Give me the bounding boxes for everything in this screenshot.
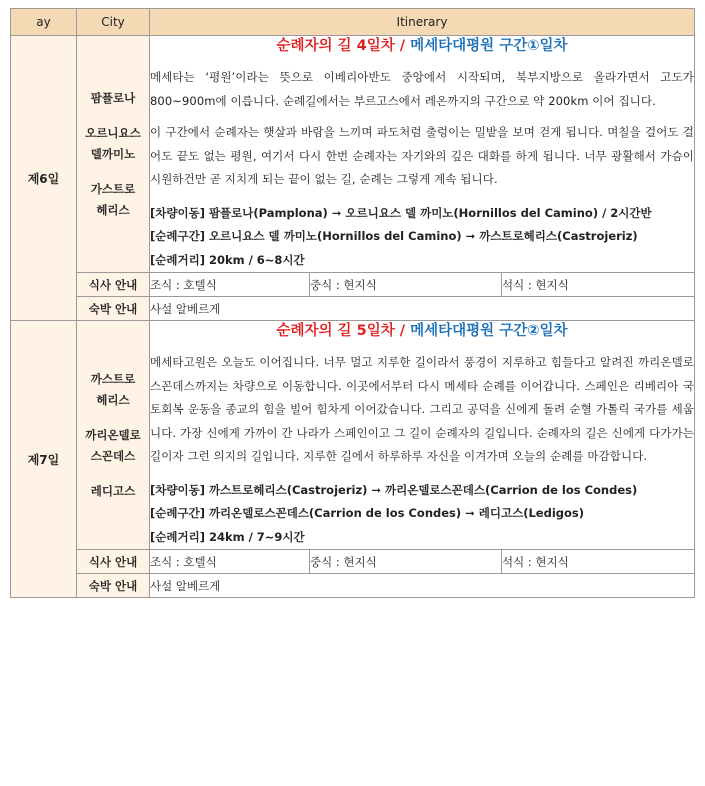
day6-content [150, 36, 695, 273]
day7-main-row [11, 321, 695, 550]
day6-title-sub: 메세타대평원 구간①일차 [410, 38, 568, 54]
day6-stay: 사설 알베르게 [150, 297, 695, 321]
day6-city-2: 오르니요스 [85, 125, 141, 140]
day7-city-2: 헤리스 [96, 392, 130, 407]
day7-distance: [순례거리] 24km / 7~9시간 [150, 529, 305, 544]
day6-transport: [차량이동] 팜플로나(Pamplona) ➞ 오르니요스 델 까미노(Hornillos del Camino) / 2시간반 [150, 205, 652, 220]
day7-title-main: 순례자의 길 5일차 / [276, 323, 411, 339]
day7-title-sub: 메세타대평원 구간②일차 [410, 323, 568, 339]
day7-content [150, 321, 695, 550]
day6-city-1: 팜플로나 [90, 90, 136, 105]
day7-stay-row [11, 574, 695, 598]
header-city: City [77, 9, 150, 36]
day6-city-3: 델까미노 [90, 146, 136, 161]
day7-city-4: 스꼰데스 [90, 448, 136, 463]
day6-distance: [순례거리] 20km / 6~8시간 [150, 252, 305, 267]
header-row [11, 9, 695, 36]
day7-dinner: 석식 : 현지식 [502, 550, 695, 574]
day7-city-5: 레디고스 [90, 483, 136, 498]
day7-meal-label: 식사 안내 [77, 550, 150, 574]
day7-title [150, 321, 694, 341]
day6-stay-row [11, 297, 695, 321]
day6-meal-label: 식사 안내 [77, 273, 150, 297]
day7-stay: 사설 알베르게 [150, 574, 695, 598]
day7-transport: [차량이동] 까스트로헤리스(Castrojeriz) ➞ 까리온델로스꼰데스(Carrion de los Condes) [150, 482, 638, 497]
day7-label: 제7일 [11, 321, 77, 598]
day6-stay-label: 숙박 안내 [77, 297, 150, 321]
day6-title [150, 36, 694, 56]
day6-title-main: 순례자의 길 4일차 / [276, 38, 411, 54]
day6-paragraph-1: 메세타는 ‘평원’이라는 뜻으로 이베리아반도 중앙에서 시작되며, 북부지방으로 올라가면서 고도가 800~900m에 이릅니다. 순례길에서는 부르고스에서 레온까지의 구간으로 약 200km 이어 집니다. [150, 70, 694, 108]
itinerary-container [10, 8, 695, 598]
day6-section: [순례구간] 오르니요스 델 까미노(Hornillos del Camino) ➞ 까스트로헤리스(Castrojeriz) [150, 229, 638, 243]
day6-breakfast: 조식 : 호텔식 [150, 273, 310, 297]
day6-lunch: 중식 : 현지식 [310, 273, 502, 297]
day6-cities [77, 36, 150, 273]
day7-stay-label: 숙박 안내 [77, 574, 150, 598]
day6-label: 제6일 [11, 36, 77, 321]
day6-paragraph-2: 이 구간에서 순례자는 햇살과 바람을 느끼며 파도처럼 출렁이는 밀밭을 보며 걷게 됩니다. 며칠을 걸어도 걸어도 끝도 없는 평원, 여기서 다시 한번 순례자는 자기와의 깊은 대화를 하게 됩니다. 너무 광활해서 가슴이 시원하건만 곧 지치게 되는 끝이 없는 길, 순례는 그렇게 계속 됩니다. [150, 125, 694, 186]
day6-city-5: 헤리스 [96, 202, 130, 217]
day7-section: [순례구간] 까리온델로스꼰데스(Carrion de los Condes) ➞ 레디고스(Ledigos) [150, 506, 585, 520]
day6-city-4: 가스트로 [90, 181, 136, 196]
day7-breakfast: 조식 : 호텔식 [150, 550, 310, 574]
day7-cities [77, 321, 150, 550]
day6-meal-row [11, 273, 695, 297]
header-itinerary: Itinerary [150, 9, 695, 36]
day7-city-1: 까스트로 [90, 371, 136, 386]
day7-city-3: 까리온델로 [85, 427, 141, 442]
header-day: ay [11, 9, 77, 36]
day7-paragraph-1: 메세타고원은 오늘도 이어집니다. 너무 멀고 지루한 길이라서 풍경이 지루하고 힘들다고 알려진 까리온델로스꼰데스까지는 차량으로 이동합니다. 이곳에서부터 다시 메세타 순례를 이어갑니다. 스페인은 리베리아 국토회복 운동을 종교의 힘을 빌어 힘차게 이어갔습니다. 그리고 공덕을 신에게 돌려 순혈 가톨릭 국가를 세웁니다. 가장 신에게 가까이 간 나라가 스페인이고 그 길이 순례자의 길입니다. 순례자의 길은 신에게 다가가는 길이자 그런 의지의 길입니다. 지루한 길에서 하루하루 자신을 이겨가며 오늘의 순례를 마감합니다. [150, 355, 694, 463]
day7-meal-row [11, 550, 695, 574]
day7-lunch: 중식 : 현지식 [310, 550, 502, 574]
day6-dinner: 석식 : 현지식 [502, 273, 695, 297]
itinerary-table [10, 8, 695, 598]
day6-main-row [11, 36, 695, 273]
